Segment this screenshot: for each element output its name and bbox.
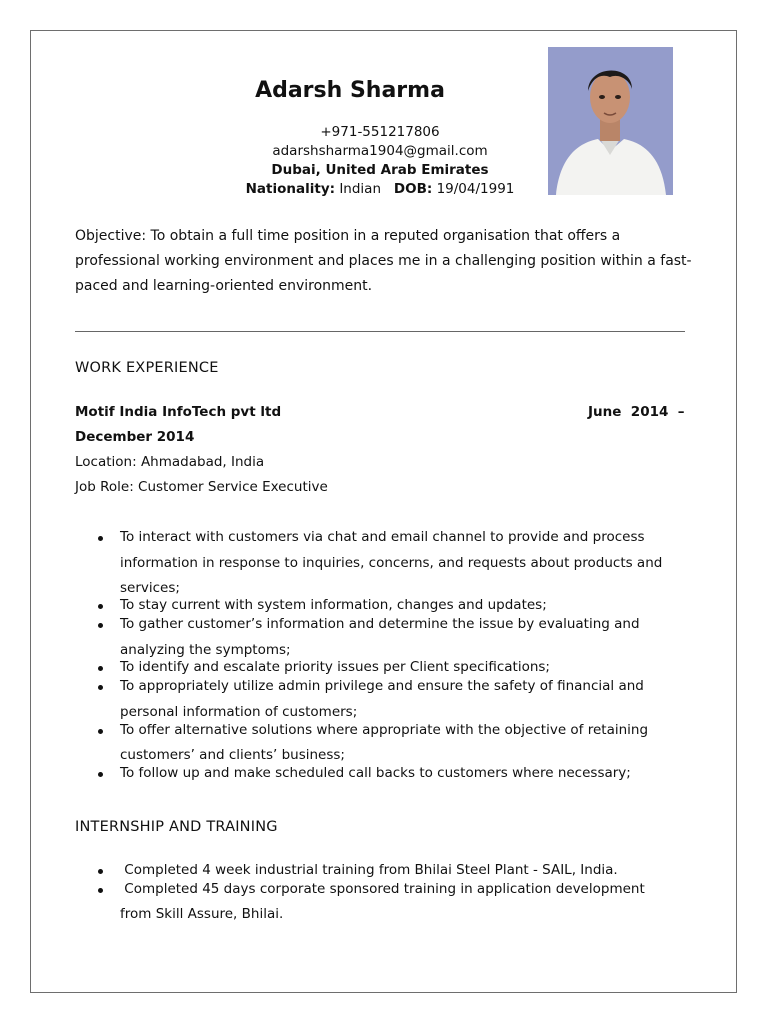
bullet-icon — [98, 536, 103, 541]
candidate-name: Adarsh Sharma — [255, 78, 445, 103]
company-name: Motif India InfoTech pvt ltd — [75, 404, 282, 420]
phone-number: +971-551217806 — [320, 124, 440, 140]
bullet-icon — [98, 888, 103, 893]
internship-bullet-2-line-1: Completed 45 days corporate sponsored training in application development — [120, 881, 645, 897]
work-bullet-4-line-1: To identify and escalate priority issues per Client specifications; — [120, 659, 550, 675]
email-address: adarshsharma1904@gmail.com — [272, 143, 488, 159]
bullet-icon — [98, 869, 103, 874]
profile-photo — [548, 47, 673, 195]
bullet-icon — [98, 772, 103, 777]
job-role: Job Role: Customer Service Executive — [75, 479, 328, 495]
internship-bullet-1-line-1: Completed 4 week industrial training from Bhilai Steel Plant - SAIL, India. — [120, 862, 618, 878]
work-bullet-5-line-1: To appropriately utilize admin privilege and ensure the safety of financial and — [120, 678, 644, 694]
work-bullet-3-line-1: To gather customer’s information and determine the issue by evaluating and — [120, 616, 640, 632]
dob-value: 19/04/1991 — [436, 181, 515, 197]
nationality-value: Indian — [339, 181, 382, 197]
objective-line-3: paced and learning-oriented environment. — [75, 278, 373, 294]
employment-start-date: June 2014 – — [588, 404, 685, 420]
bullet-icon — [98, 604, 103, 609]
dob-label: DOB: — [393, 181, 433, 197]
bullet-icon — [98, 685, 103, 690]
work-bullet-3-line-2: analyzing the symptoms; — [120, 642, 291, 658]
work-experience-heading: WORK EXPERIENCE — [75, 360, 219, 376]
location: Dubai, United Arab Emirates — [271, 162, 489, 178]
portrait-illustration — [548, 47, 673, 195]
work-bullet-6-line-1: To offer alternative solutions where appropriate with the objective of retaining — [120, 722, 649, 738]
objective-line-1: Objective: To obtain a full time position in a reputed organisation that offers a — [75, 228, 621, 244]
internship-heading: INTERNSHIP AND TRAINING — [75, 819, 278, 835]
work-bullet-2-line-1: To stay current with system information, changes and updates; — [120, 597, 547, 613]
work-bullet-5-line-2: personal information of customers; — [120, 704, 358, 720]
work-bullet-1-line-1: To interact with customers via chat and email channel to provide and process — [120, 529, 645, 545]
objective-line-2: professional working environment and places me in a challenging position within a fast- — [75, 253, 692, 269]
work-bullet-1-line-2: information in response to inquiries, concerns, and requests about products and — [120, 555, 663, 571]
bullet-icon — [98, 623, 103, 628]
job-location: Location: Ahmadabad, India — [75, 454, 265, 470]
internship-bullet-2-line-2: from Skill Assure, Bhilai. — [120, 906, 284, 922]
work-bullet-6-line-2: customers’ and clients’ business; — [120, 747, 345, 763]
work-bullet-1-line-3: services; — [120, 580, 180, 596]
nationality-label: Nationality: — [245, 181, 336, 197]
bullet-icon — [98, 729, 103, 734]
bullet-icon — [98, 666, 103, 671]
employment-end-date: December 2014 — [75, 429, 195, 445]
work-bullet-7-line-1: To follow up and make scheduled call backs to customers where necessary; — [120, 765, 631, 781]
section-divider — [75, 331, 685, 332]
